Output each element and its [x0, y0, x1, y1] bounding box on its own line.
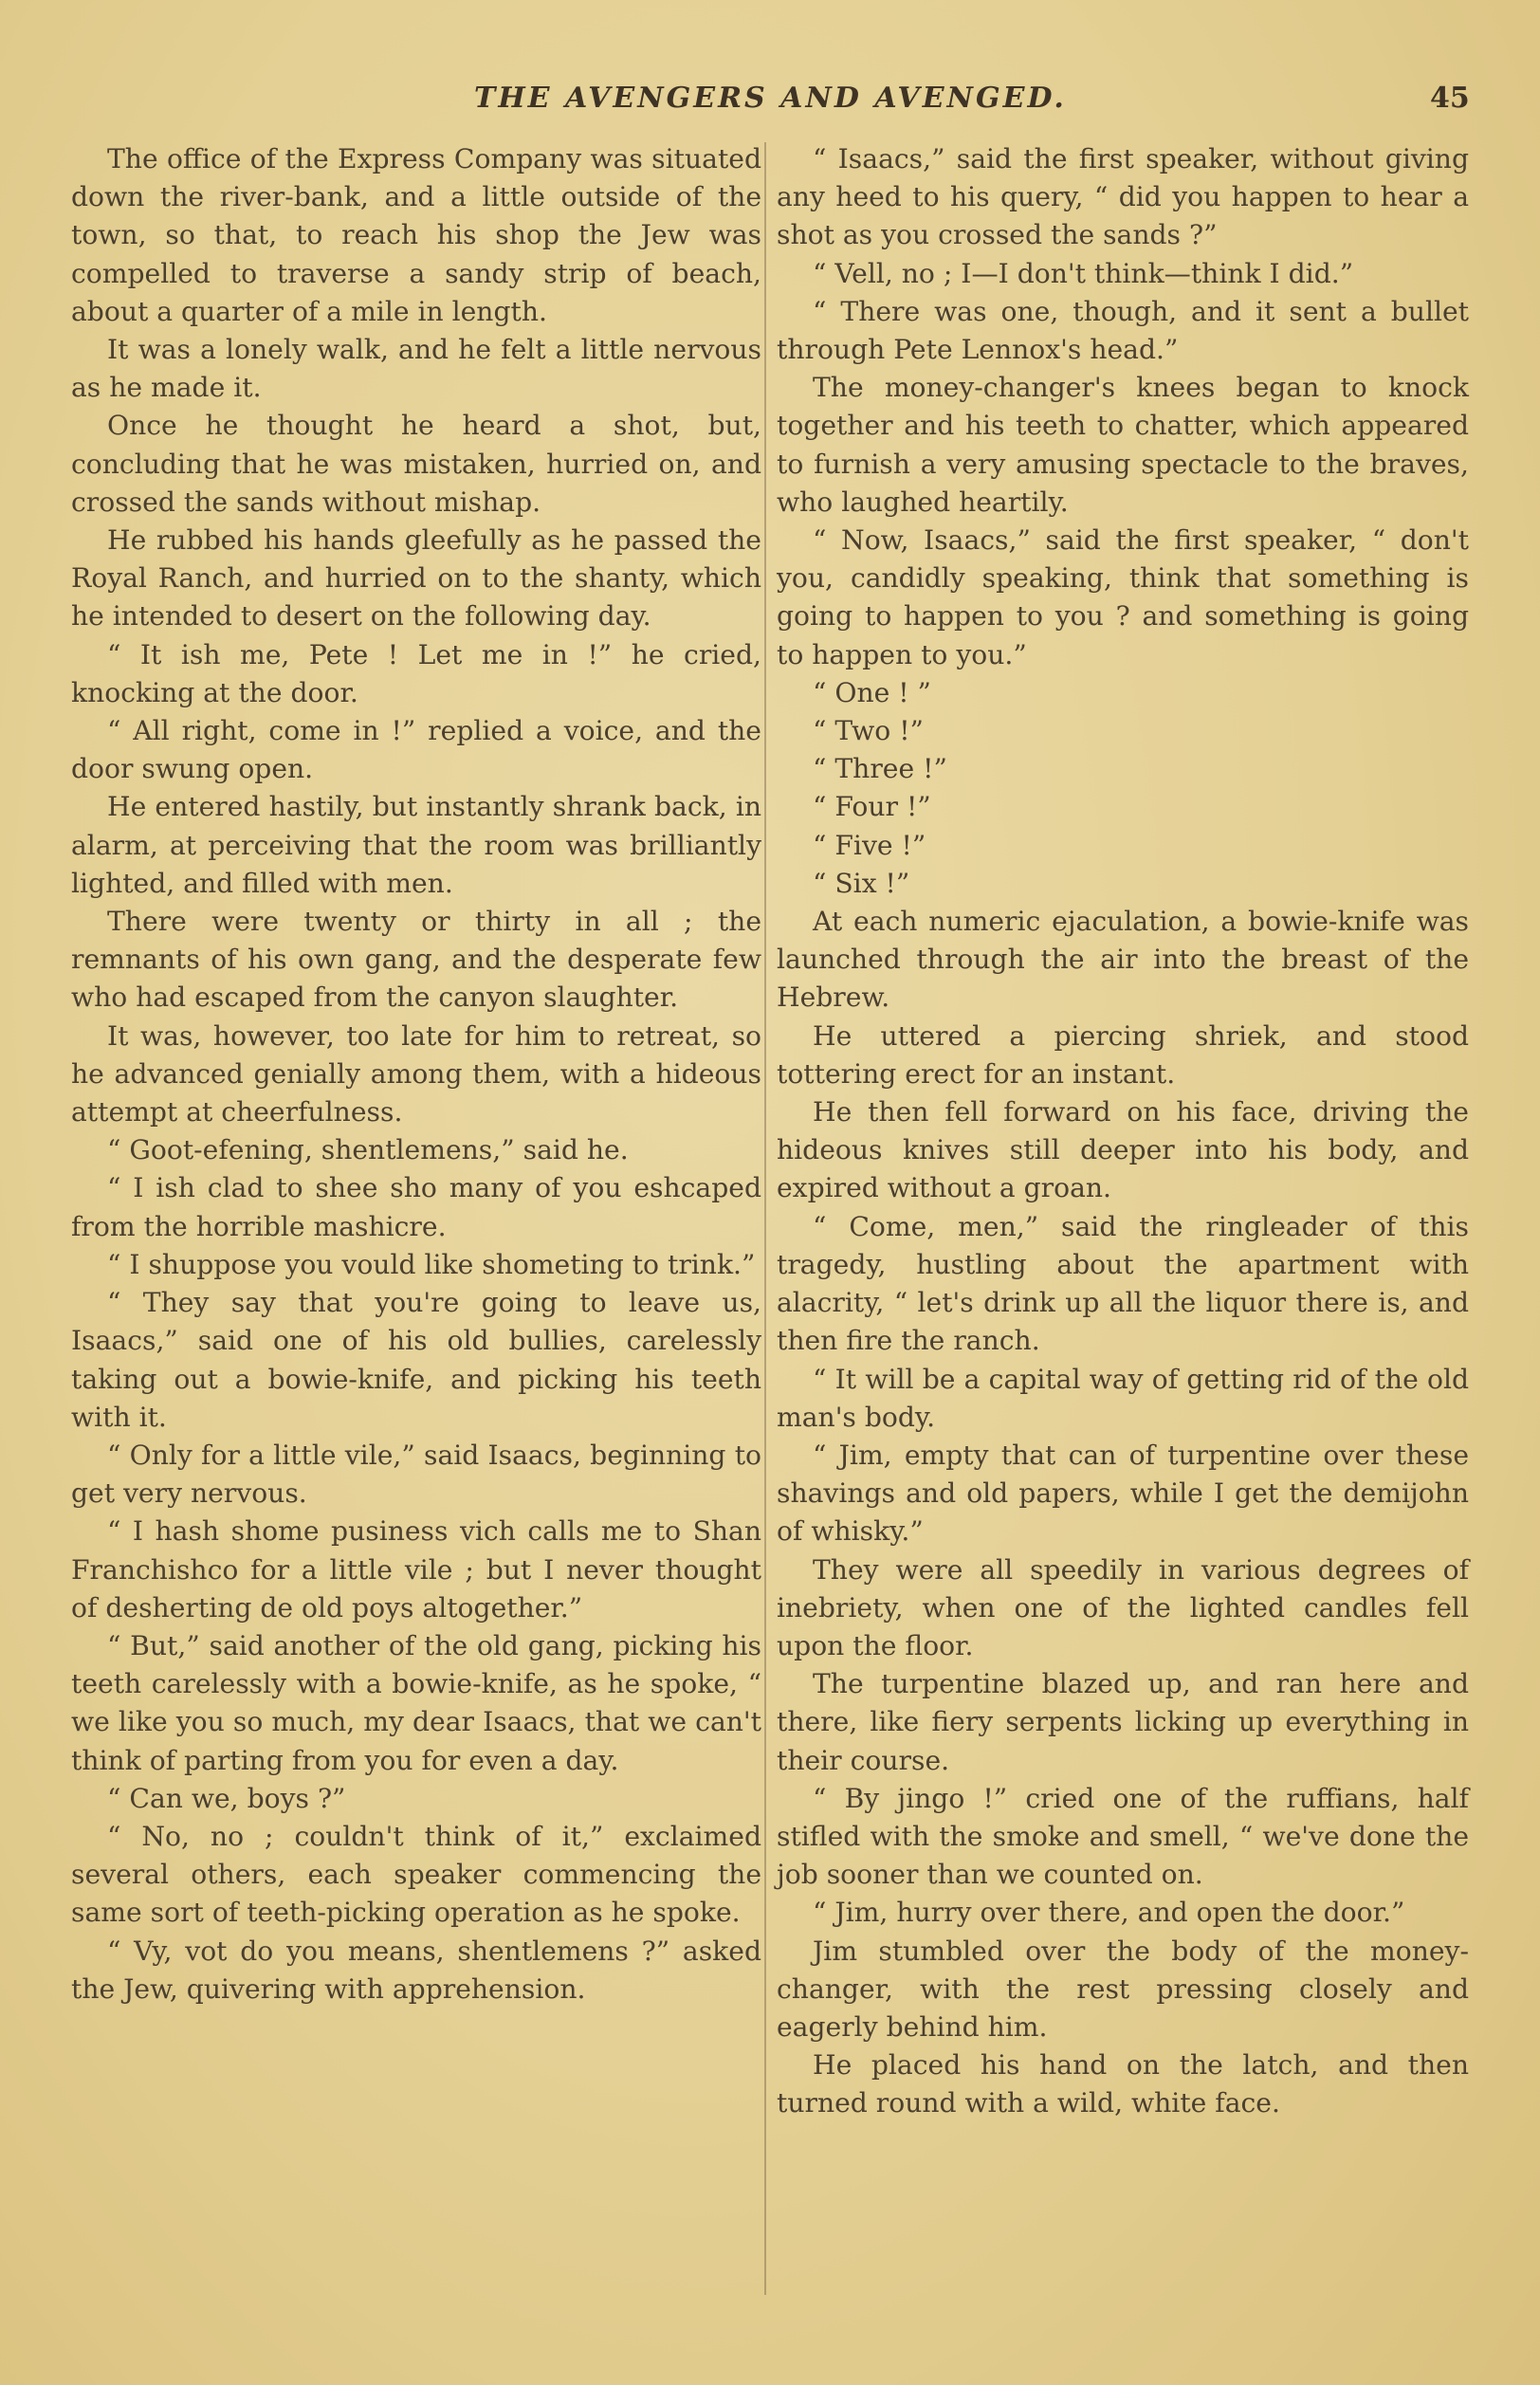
paragraph: He rubbed his hands gleefully as he passed the Royal Ranch, and hurried on to the shanty, which he intended to desert on the following day. — [71, 524, 761, 633]
paragraph: “ Isaacs,” said the first speaker, without giving any heed to his query, “ did you happen to hear a shot as you crossed the sands ?” — [777, 143, 1469, 251]
paragraph: They were all speedily in various degrees of inebriety, when one of the lighted candles fell upon the floor. — [777, 1553, 1469, 1661]
paragraph: “ Vy, vot do you means, shentlemens ?” asked the Jew, quivering with apprehension. — [71, 1935, 761, 2005]
column-divider — [764, 142, 766, 2295]
paragraph: At each numeric ejaculation, a bowie-knife was launched through the air into the breast of the Hebrew. — [777, 906, 1469, 1014]
paragraph: “ Two !” — [813, 715, 924, 747]
paragraph: He then fell forward on his face, driving the hideous knives still deeper into his body, and expired without a groan. — [777, 1096, 1469, 1204]
paragraph: He entered hastily, but instantly shrank back, in alarm, at perceiving that the room was brilliantly lighted, and filled with men. — [71, 791, 761, 899]
paragraph: “ There was one, though, and it sent a bullet through Pete Lennox's head.” — [777, 295, 1469, 366]
paragraph: “ But,” said another of the old gang, picking his teeth carelessly with a bowie-knife, as he spoke, “ we like you so much, my dear Isaacs, that we can't think of parting from you for even a day. — [71, 1629, 761, 1776]
paragraph: He uttered a piercing shriek, and stood tottering erect for an instant. — [777, 1019, 1469, 1090]
paragraph: “ No, no ; couldn't think of it,” exclaimed several others, each speaker commencing the same sort of teeth-picking operation as he spoke. — [71, 1820, 761, 1929]
paragraph: “ I shuppose you vould like shometing to trink.” — [107, 1248, 756, 1280]
paragraph: “ Jim, empty that can of turpentine over these shavings and old papers, while I get the demijohn of whisky.” — [777, 1439, 1469, 1548]
paragraph: Jim stumbled over the body of the money-changer, with the rest pressing closely and eagerly behind him. — [777, 1935, 1469, 2043]
paragraph: The money-changer's knees began to knock together and his teeth to chatter, which appeared to furnish a very amusing spectacle to the braves, who laughed heartily. — [777, 372, 1469, 518]
paragraph: It was a lonely walk, and he felt a little nervous as he made it. — [71, 334, 761, 404]
paragraph: “ I hash shome pusiness vich calls me to Shan Franchishco for a little vile ; but I never thought of desherting de old poys altogether.” — [71, 1515, 761, 1624]
left-column — [71, 140, 761, 2009]
paragraph: “ It will be a capital way of getting rid of the old man's body. — [777, 1363, 1469, 1433]
running-head — [0, 82, 1540, 127]
paragraph: “ Goot-efening, shentlemens,” said he. — [107, 1134, 629, 1166]
paragraph: There were twenty or thirty in all ; the remnants of his own gang, and the desperate few who had escaped from the canyon slaughter. — [71, 906, 761, 1014]
paragraph: “ Six !” — [813, 867, 910, 899]
paragraph: “ It ish me, Pete ! Let me in !” he cried, knocking at the door. — [71, 638, 761, 708]
page-number: 45 — [1430, 82, 1470, 115]
paragraph: “ By jingo !” cried one of the ruffians, half stifled with the smoke and smell, “ we've done the job sooner than we counted on. — [777, 1782, 1469, 1891]
right-column — [777, 140, 1469, 2123]
paragraph: He placed his hand on the latch, and then turned round with a wild, white face. — [777, 2049, 1469, 2119]
paragraph: “ Can we, boys ?” — [107, 1782, 346, 1814]
paragraph: The office of the Express Company was situated down the river-bank, and a little outside of the town, so that, to reach his shop the Jew was compelled to traverse a sandy strip of beach, about a quarter of a mile in length. — [71, 143, 761, 327]
paragraph: “ Three !” — [813, 753, 947, 785]
paragraph: “ They say that you're going to leave us, Isaacs,” said one of his old bullies, carelessly taking out a bowie-knife, and picking his teeth with it. — [71, 1287, 761, 1433]
paragraph: “ Five !” — [813, 829, 926, 861]
paragraph: “ Only for a little vile,” said Isaacs, beginning to get very nervous. — [71, 1439, 761, 1510]
paragraph: “ Now, Isaacs,” said the first speaker, “ don't you, candidly speaking, think that something is going to happen to you ? and something is going to happen to you.” — [777, 524, 1469, 670]
paragraph: Once he thought he heard a shot, but, concluding that he was mistaken, hurried on, and crossed the sands without mishap. — [71, 410, 761, 518]
paragraph: “ Come, men,” said the ringleader of this tragedy, hustling about the apartment with alacrity, “ let's drink up all the liquor there is, and then fire the ranch. — [777, 1210, 1469, 1357]
running-title: THE AVENGERS AND AVENGED. — [474, 82, 1067, 115]
paragraph: “ Four !” — [813, 791, 931, 823]
paragraph: The turpentine blazed up, and ran here and there, like fiery serpents licking up everything in their course. — [777, 1668, 1469, 1776]
paragraph: “ All right, come in !” replied a voice, and the door swung open. — [71, 715, 761, 785]
paragraph: “ One ! ” — [813, 676, 931, 708]
paragraph: It was, however, too late for him to retreat, so he advanced genially among them, with a hideous attempt at cheerfulness. — [71, 1019, 761, 1128]
paragraph: “ I ish clad to shee sho many of you eshcaped from the horrible mashicre. — [71, 1172, 761, 1242]
paragraph: “ Vell, no ; I—I don't think—think I did.” — [813, 257, 1354, 289]
paragraph: “ Jim, hurry over there, and open the door.” — [813, 1897, 1405, 1929]
